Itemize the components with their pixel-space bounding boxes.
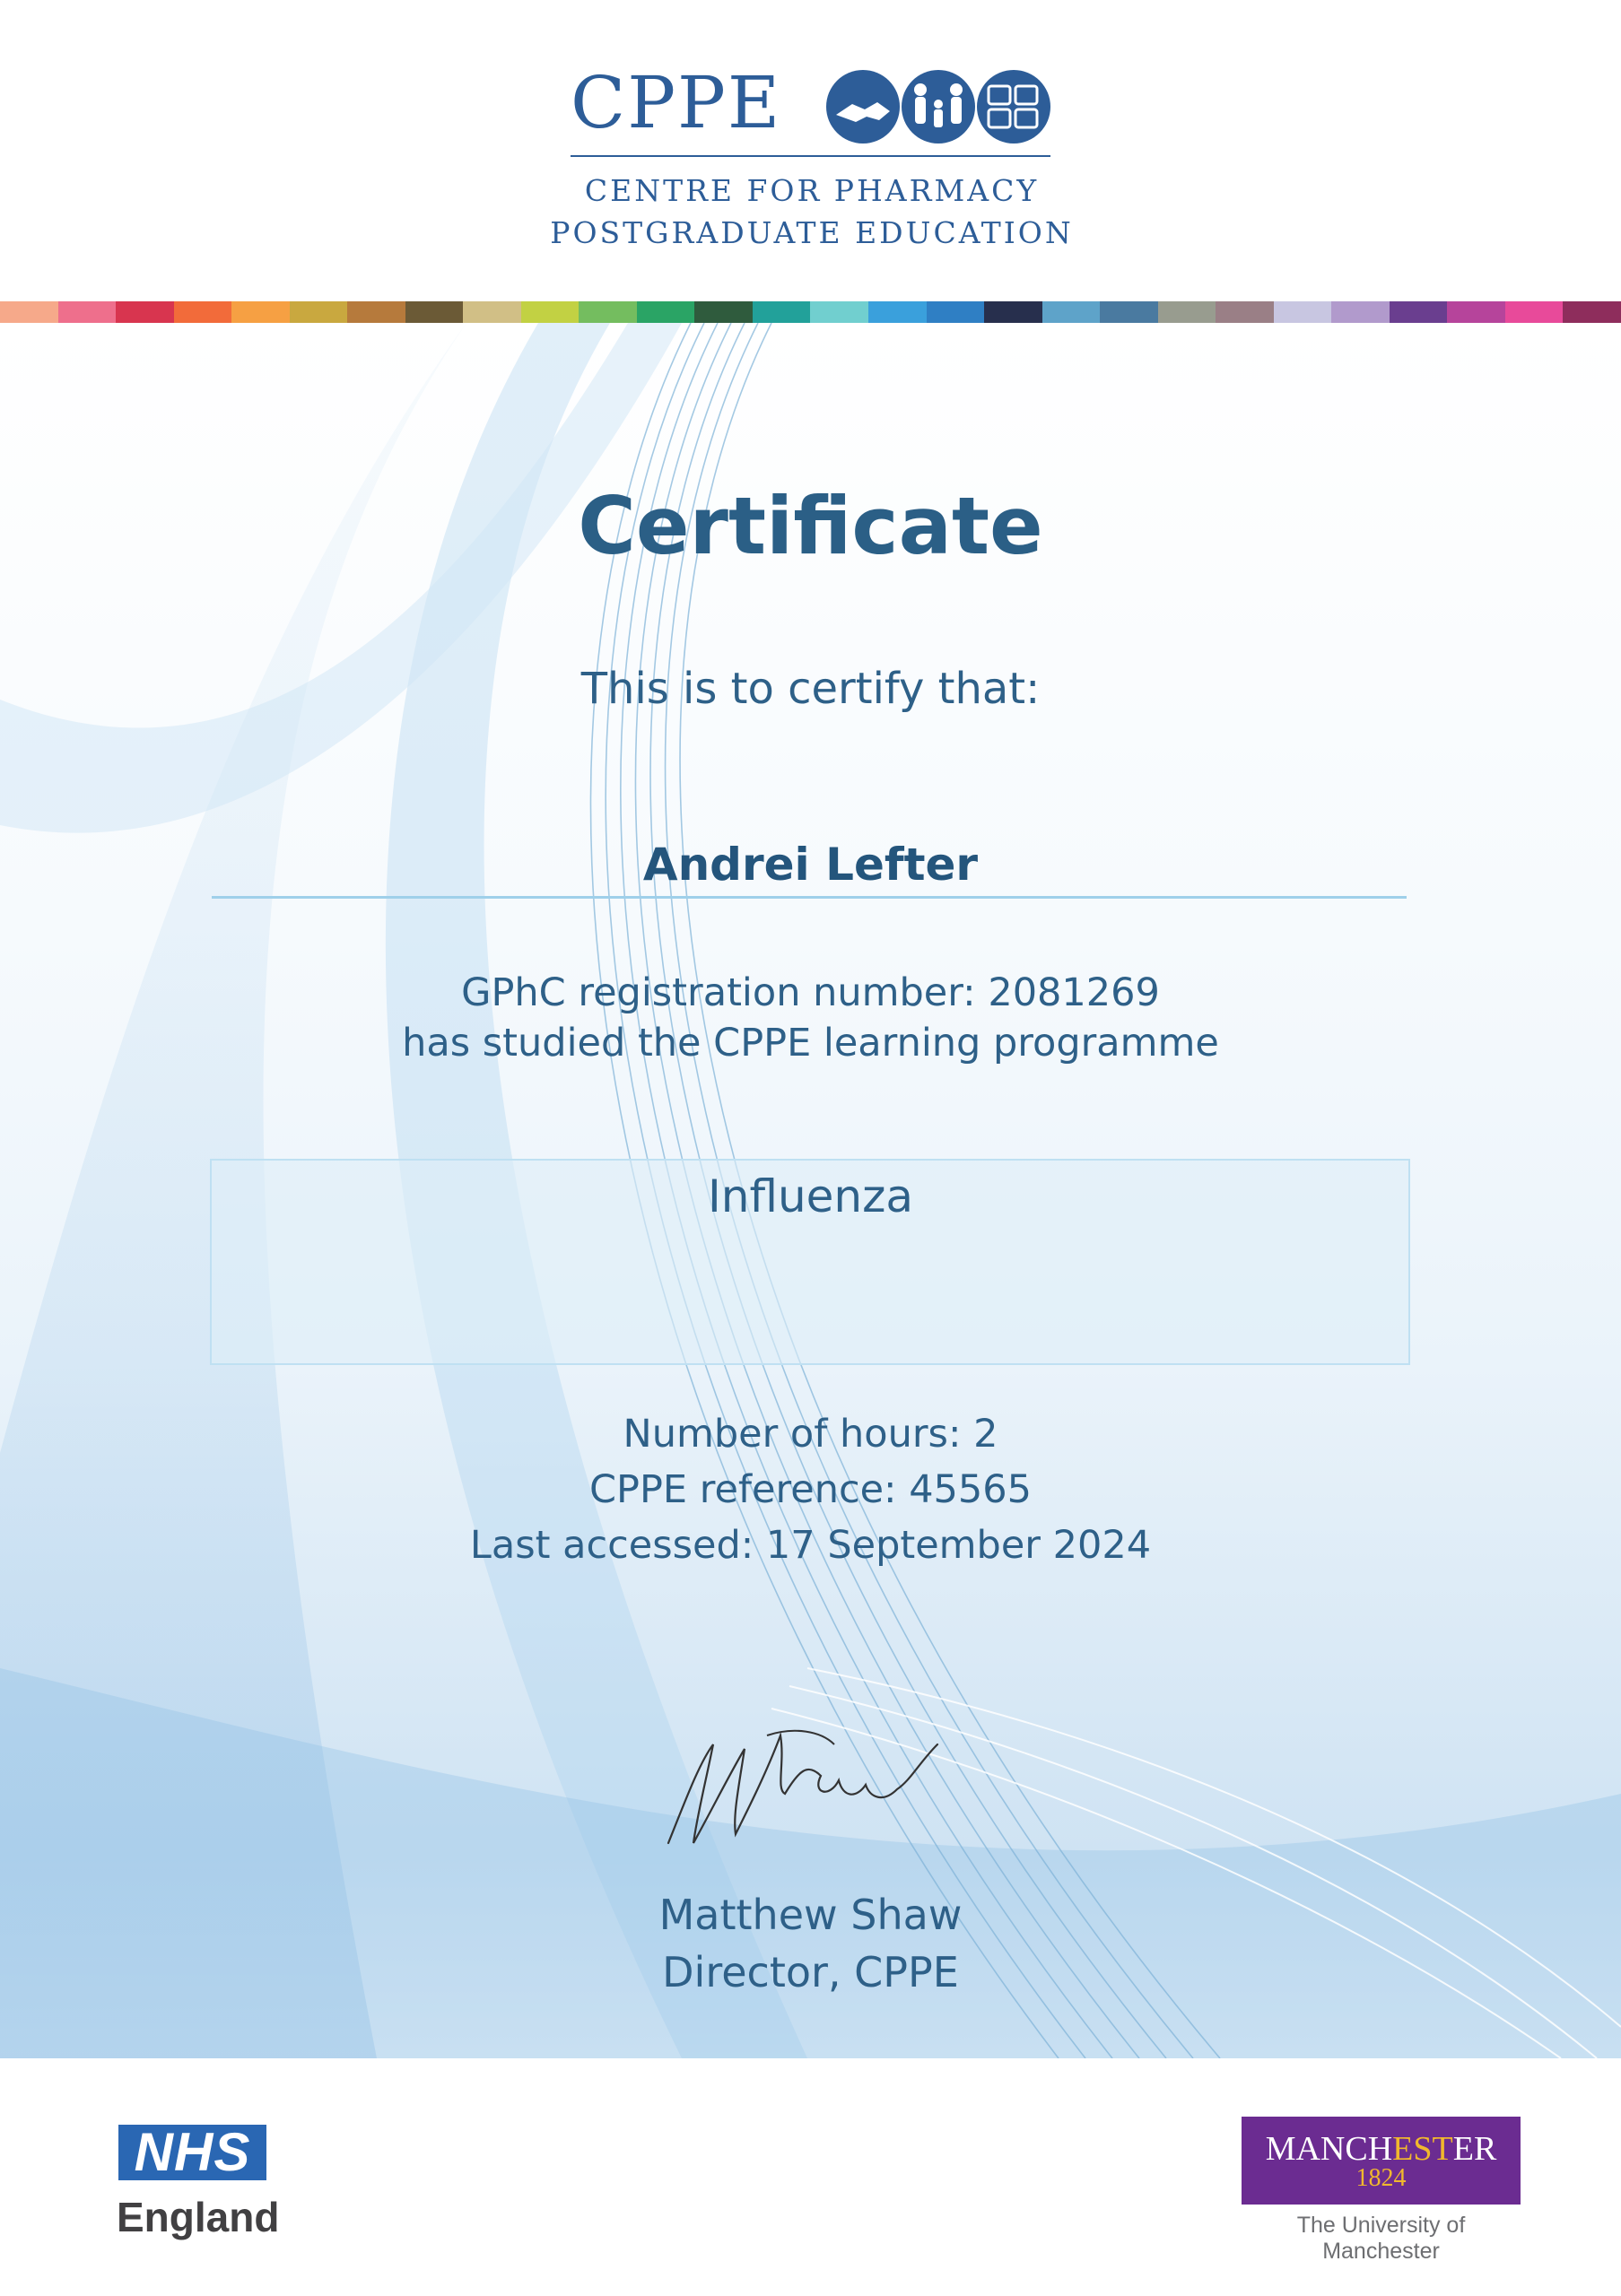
name-underline	[212, 896, 1407, 899]
color-stripe-segment	[116, 301, 174, 323]
color-stripe-segment	[1447, 301, 1505, 323]
color-stripe-segment	[753, 301, 811, 323]
color-stripe-segment	[1505, 301, 1564, 323]
signatory-name: Matthew Shaw	[658, 1891, 963, 1939]
last-accessed-line: Last accessed: 17 September 2024	[469, 1523, 1152, 1568]
color-stripe-segment	[868, 301, 927, 323]
color-stripe-segment	[1158, 301, 1216, 323]
course-name: Influenza	[708, 1170, 913, 1222]
certificate-title: Certificate	[578, 480, 1043, 572]
certificate-footer	[0, 2058, 1621, 2296]
certify-intro: This is to certify that:	[580, 664, 1041, 714]
color-stripe-segment	[521, 301, 580, 323]
color-stripe-segment	[347, 301, 405, 323]
hours-line: Number of hours: 2	[623, 1412, 998, 1457]
color-stripe-segment	[58, 301, 117, 323]
certificate-header	[0, 0, 1621, 300]
color-stripe-segment	[231, 301, 290, 323]
color-stripe-segment	[1274, 301, 1332, 323]
color-stripe-segment	[0, 301, 58, 323]
manchester-logo-year: 1824	[1355, 2164, 1407, 2192]
signature-image	[650, 1709, 982, 1874]
university-name: The University of Manchester	[1296, 2213, 1466, 2264]
color-stripe-segment	[637, 301, 695, 323]
color-stripe-segment	[694, 301, 753, 323]
cppe-logo-emblem	[825, 68, 1051, 145]
registration-number: GPhC registration number: 2081269	[461, 970, 1160, 1015]
color-stripe-segment	[927, 301, 985, 323]
color-stripe-segment	[1100, 301, 1158, 323]
color-stripe-segment	[405, 301, 464, 323]
color-stripe-segment	[984, 301, 1042, 323]
color-stripe-segment	[810, 301, 868, 323]
logo-divider	[571, 155, 1050, 157]
organisation-name-line2: POSTGRADUATE EDUCATION	[550, 215, 1074, 250]
color-stripe-segment	[1331, 301, 1390, 323]
color-stripe-segment	[579, 301, 637, 323]
color-stripe-segment	[1390, 301, 1448, 323]
reference-line: CPPE reference: 45565	[589, 1467, 1032, 1512]
organisation-name-line1: CENTRE FOR PHARMACY	[584, 173, 1040, 208]
studied-statement: has studied the CPPE learning programme	[402, 1021, 1219, 1065]
color-stripe-segment	[174, 301, 232, 323]
color-stripe-segment	[1563, 301, 1621, 323]
color-stripe-bar	[0, 301, 1621, 323]
nhs-logo-text: NHS	[134, 2122, 251, 2182]
nhs-region: England	[117, 2194, 280, 2240]
cppe-logo-wordmark: CPPE	[571, 61, 782, 144]
color-stripe-segment	[290, 301, 348, 323]
manchester-logo-wordmark: MANCHESTER	[1265, 2130, 1497, 2168]
signatory-role: Director, CPPE	[662, 1948, 959, 1996]
color-stripe-segment	[463, 301, 521, 323]
color-stripe-segment	[1042, 301, 1101, 323]
color-stripe-segment	[1216, 301, 1274, 323]
recipient-name: Andrei Lefter	[642, 839, 979, 891]
